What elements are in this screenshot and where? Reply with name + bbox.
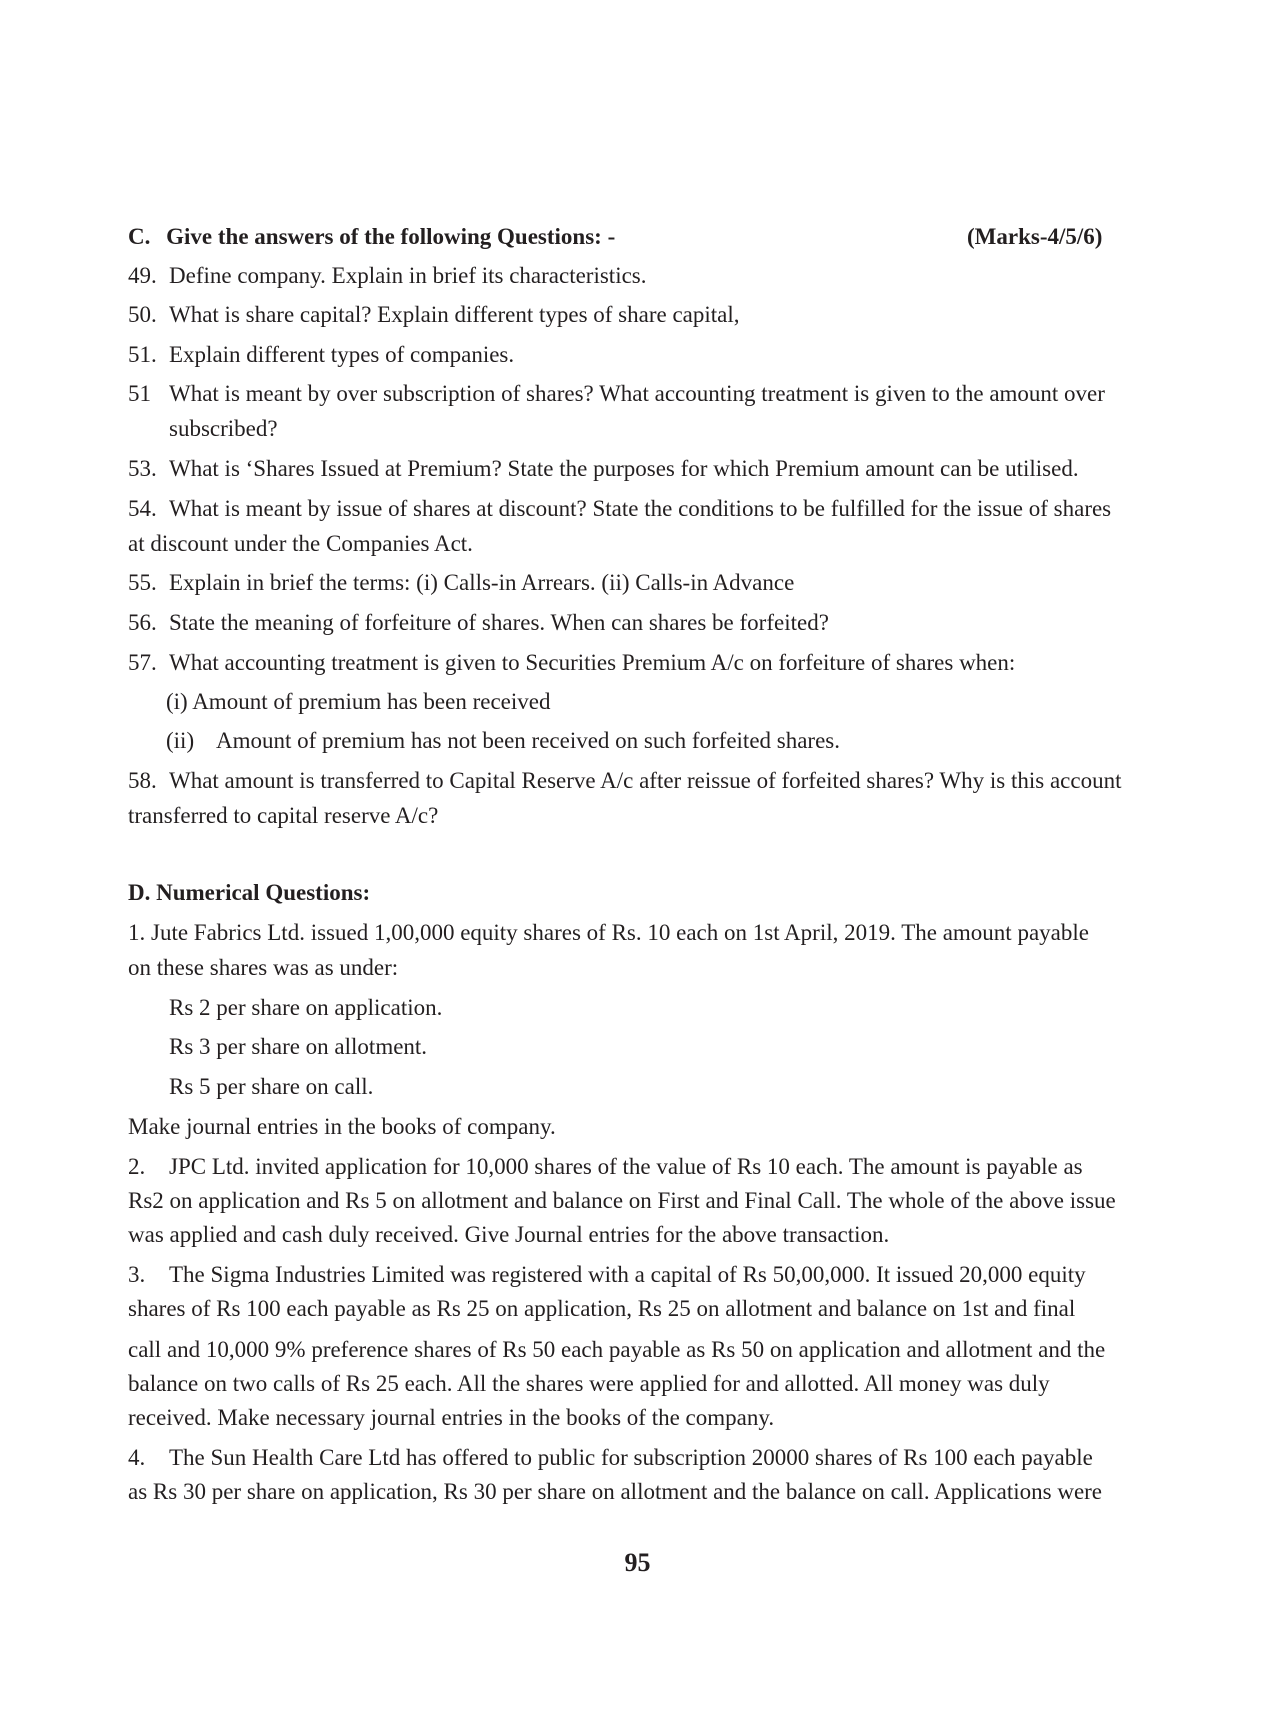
numerical-question-1-closing: Make journal entries in the books of company.: [128, 1114, 556, 1139]
question-text: What is meant by issue of shares at discount? State the conditions to be fulfilled for the issue of shares: [169, 496, 1112, 521]
sub-text: Amount of premium has not been received on such forfeited shares.: [216, 728, 840, 753]
question-49: [128, 264, 647, 287]
question-number: 51: [128, 381, 151, 406]
question-number: 54.: [128, 496, 157, 521]
numerical-question-3: [128, 1263, 1086, 1286]
question-number: 4.: [128, 1445, 146, 1470]
numerical-question-2-line-3: was applied and cash duly received. Give Journal entries for the above transaction.: [128, 1222, 890, 1247]
question-number: 55.: [128, 570, 157, 595]
sub-number: (ii): [166, 728, 195, 753]
section-c-marks: (Marks-4/5/6): [967, 224, 1103, 249]
question-number: 57.: [128, 650, 157, 675]
question-58-continuation: transferred to capital reserve A/c?: [128, 803, 439, 828]
question-number: 56.: [128, 610, 157, 635]
question-52-continuation: subscribed?: [169, 416, 278, 441]
numerical-question-1-item-2: Rs 3 per share on allotment.: [169, 1034, 428, 1059]
question-57: [128, 651, 1015, 674]
question-51: [128, 343, 514, 366]
section-d-heading: D. Numerical Questions:: [128, 880, 371, 905]
section-c-letter: C.: [128, 224, 151, 249]
numerical-question-3-line-4: balance on two calls of Rs 25 each. All the shares were applied for and allotted. All money was duly: [128, 1371, 1050, 1396]
question-number: 50.: [128, 302, 157, 327]
question-number: 51.: [128, 342, 157, 367]
numerical-question-2: [128, 1155, 1083, 1178]
question-58: [128, 769, 1121, 792]
section-c-title: Give the answers of the following Questions: -: [166, 224, 616, 249]
question-53: [128, 457, 1079, 480]
numerical-question-1-continuation: on these shares was as under:: [128, 955, 399, 980]
question-text: What amount is transferred to Capital Reserve A/c after reissue of forfeited shares? Why is this account: [169, 768, 1122, 793]
question-number: 53.: [128, 456, 157, 481]
question-55: [128, 571, 794, 594]
numerical-question-1: 1. Jute Fabrics Ltd. issued 1,00,000 equity shares of Rs. 10 each on 1st April, 2019. The amount payable: [128, 920, 1089, 945]
question-text: JPC Ltd. invited application for 10,000 shares of the value of Rs 10 each. The amount is payable as: [169, 1154, 1083, 1179]
page-number: 95: [624, 1548, 651, 1577]
question-text: Explain in brief the terms: (i) Calls-in Arrears. (ii) Calls-in Advance: [169, 570, 795, 595]
question-text: Define company. Explain in brief its characteristics.: [169, 263, 647, 288]
question-57-sub-ii: [166, 729, 840, 752]
question-text: What accounting treatment is given to Securities Premium A/c on forfeiture of shares when:: [169, 650, 1016, 675]
question-54: [128, 497, 1111, 520]
numerical-question-3-line-5: received. Make necessary journal entries in the books of the company.: [128, 1405, 775, 1430]
section-c-heading: [128, 224, 615, 250]
question-number: 2.: [128, 1154, 146, 1179]
question-text: The Sigma Industries Limited was registered with a capital of Rs 50,00,000. It issued 20,000 equity: [169, 1262, 1086, 1287]
question-52: [128, 382, 1105, 405]
question-text: What is meant by over subscription of shares? What accounting treatment is given to the amount over: [169, 381, 1105, 406]
numerical-question-1-item-3: Rs 5 per share on call.: [169, 1074, 374, 1099]
numerical-question-4: [128, 1446, 1093, 1469]
numerical-question-3-line-2: shares of Rs 100 each payable as Rs 25 on application, Rs 25 on allotment and balance on 1st and final: [128, 1296, 1076, 1321]
question-57-sub-i: (i) Amount of premium has been received: [166, 689, 551, 714]
question-54-continuation: at discount under the Companies Act.: [128, 531, 473, 556]
numerical-question-2-line-2: Rs2 on application and Rs 5 on allotment and balance on First and Final Call. The whole of the above issue: [128, 1188, 1116, 1213]
numerical-question-3-line-3: call and 10,000 9% preference shares of Rs 50 each payable as Rs 50 on application and allotment and the: [128, 1337, 1106, 1362]
question-number: 58.: [128, 768, 157, 793]
question-number: 49.: [128, 263, 157, 288]
question-text: What is ‘Shares Issued at Premium? State the purposes for which Premium amount can be utilised.: [169, 456, 1079, 481]
question-number: 3.: [128, 1262, 146, 1287]
question-text: State the meaning of forfeiture of shares. When can shares be forfeited?: [169, 610, 829, 635]
question-56: [128, 611, 829, 634]
numerical-question-4-line-2: as Rs 30 per share on application, Rs 30 per share on allotment and the balance on call. Applications were: [128, 1479, 1103, 1504]
question-text: The Sun Health Care Ltd has offered to public for subscription 20000 shares of Rs 100 each payable: [169, 1445, 1093, 1470]
numerical-question-1-item-1: Rs 2 per share on application.: [169, 995, 443, 1020]
question-text: What is share capital? Explain different types of share capital,: [169, 302, 740, 327]
question-text: Explain different types of companies.: [169, 342, 515, 367]
question-50: [128, 303, 740, 326]
